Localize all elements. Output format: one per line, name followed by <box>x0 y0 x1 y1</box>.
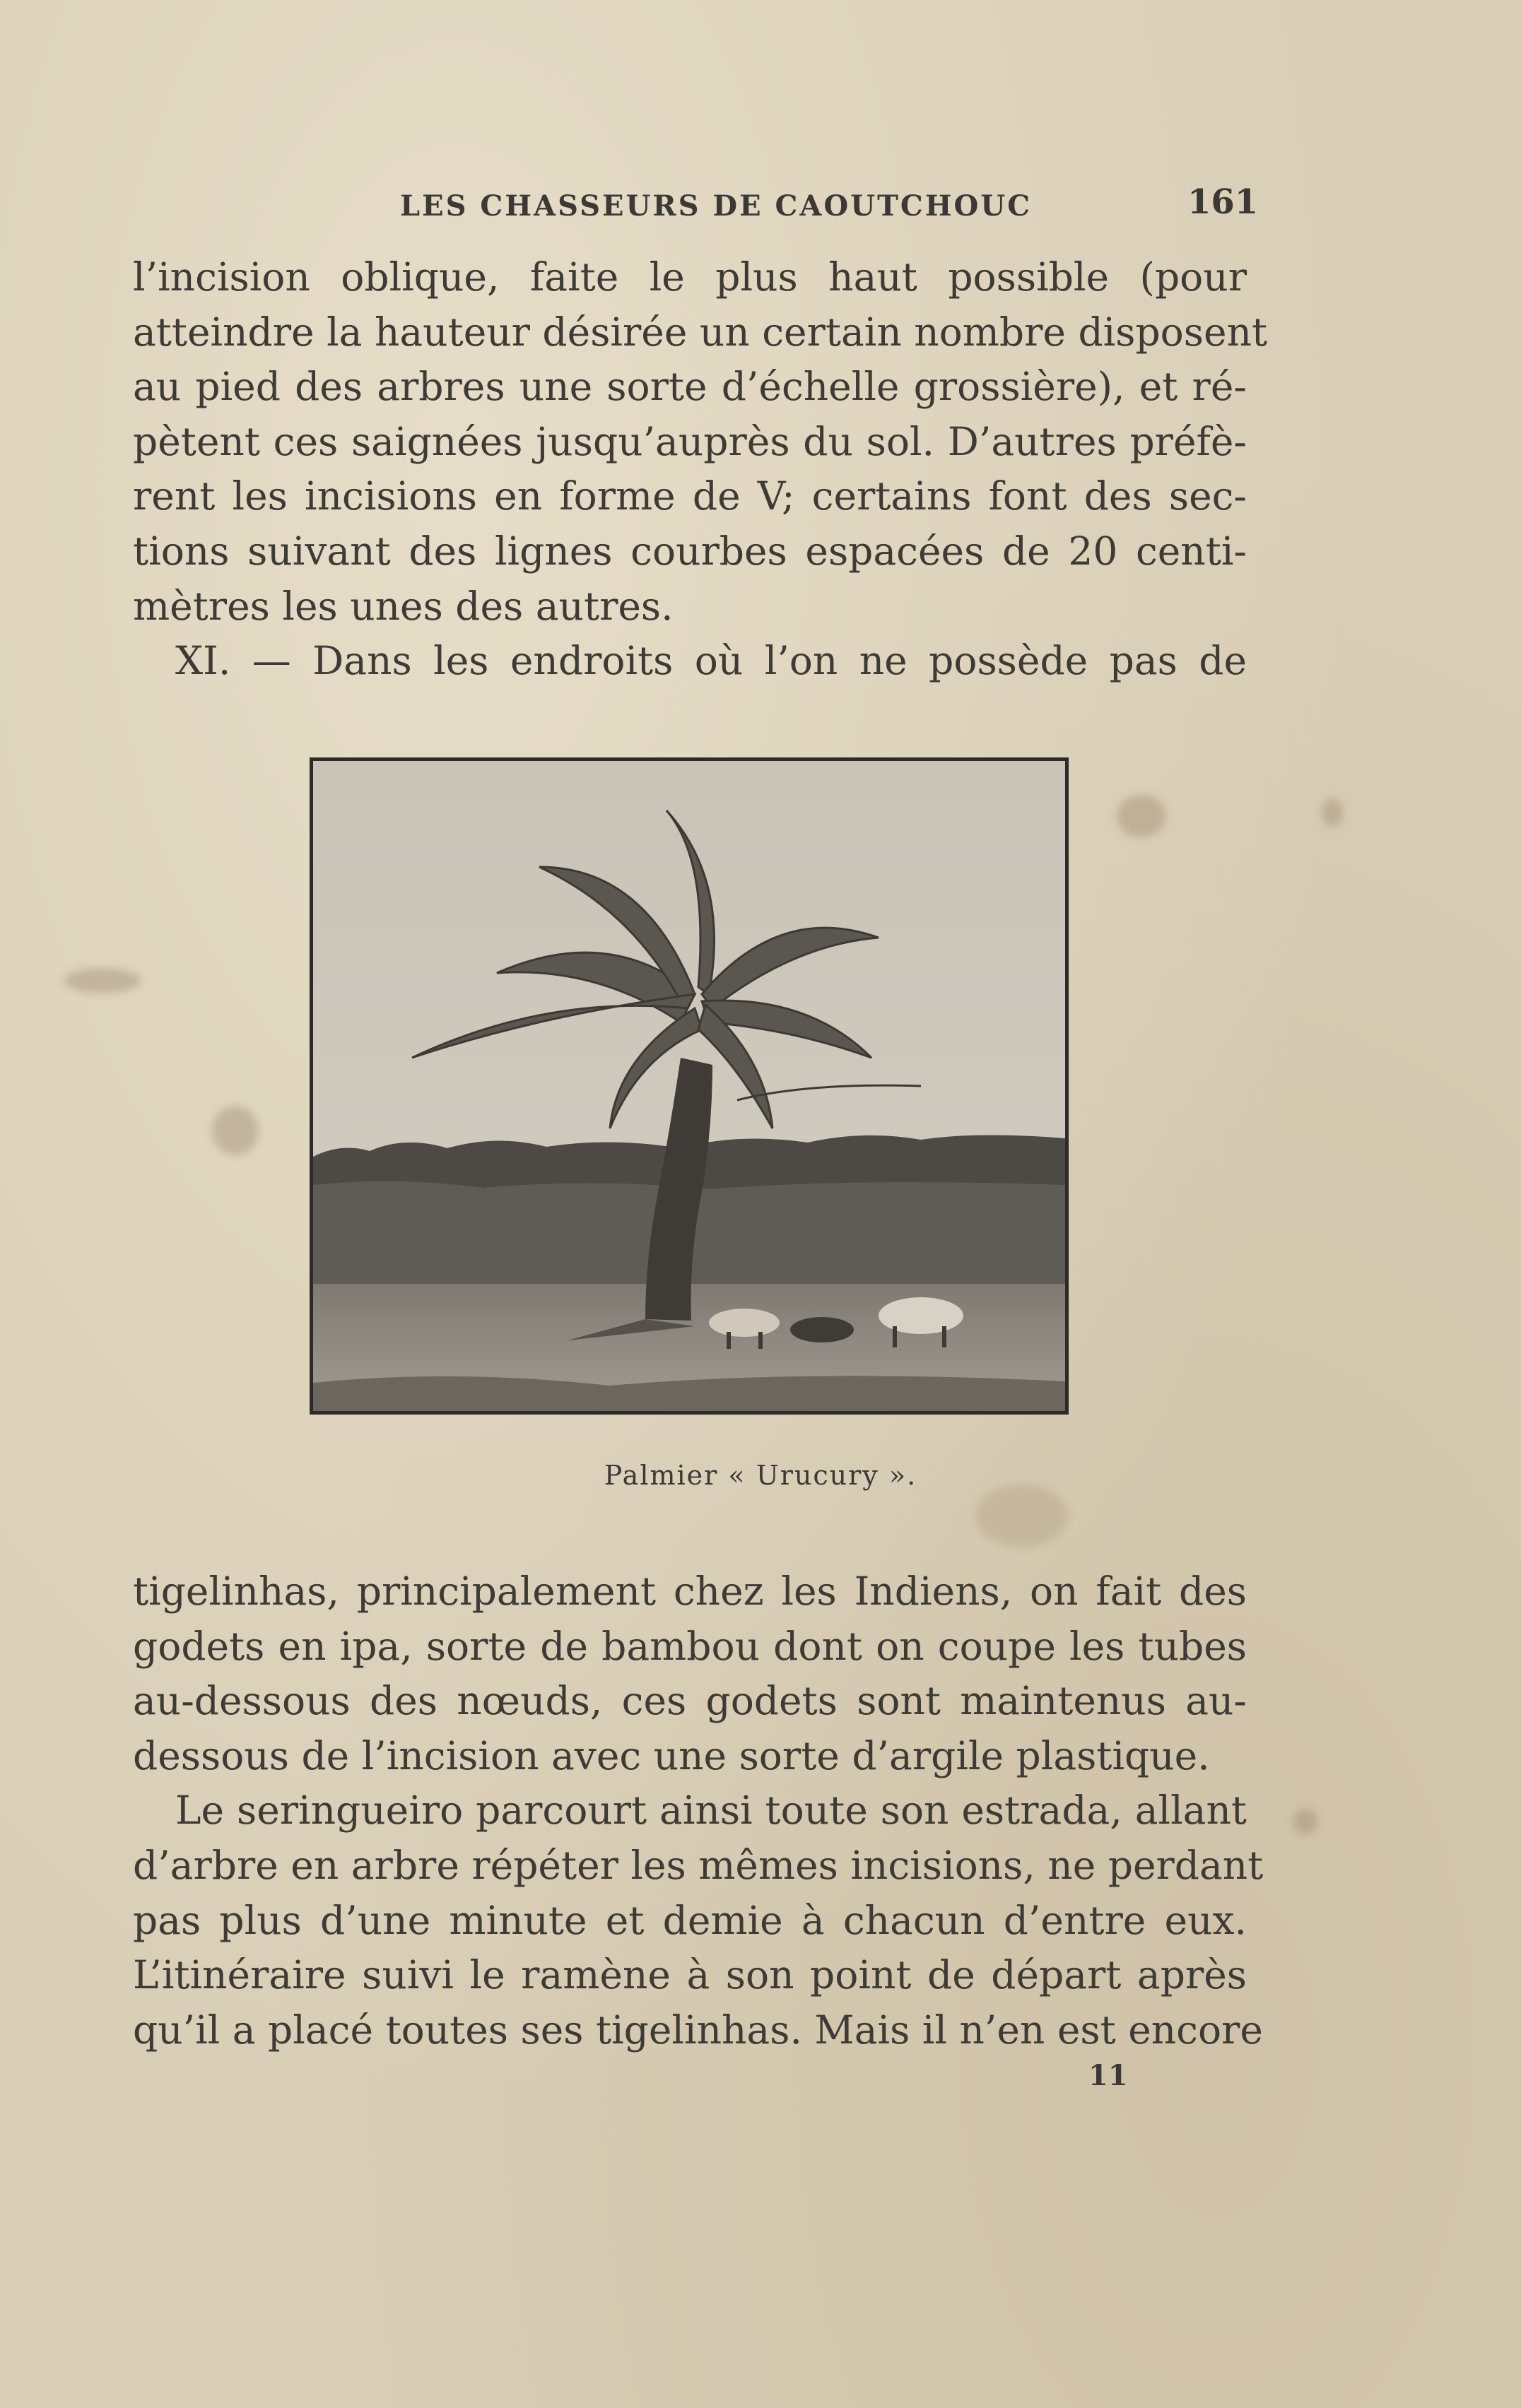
text-line: Le seringueiro parcourt ainsi toute son estrada, allant <box>175 1788 1247 1834</box>
foxing-spot <box>975 1484 1067 1547</box>
text-line: mètres les unes des autres. <box>133 583 674 629</box>
palm-photograph <box>310 757 1069 1415</box>
text-line: l’incision oblique, faite le plus haut possible (pour <box>133 254 1247 300</box>
text-line: au-dessous des nœuds, ces godets sont maintenus au- <box>133 1678 1247 1724</box>
text-line: au pied des arbres une sorte d’échelle grossière), et ré- <box>133 364 1247 410</box>
page-number: 161 <box>1187 182 1259 222</box>
text-line: godets en ipa, sorte de bambou dont on coupe les tubes <box>133 1623 1247 1669</box>
text-line: pètent ces saignées jusqu’auprès du sol. D’autres préfè- <box>133 418 1247 464</box>
foxing-spot <box>1293 1809 1317 1834</box>
text-line: atteindre la hauteur désirée un certain nombre disposent <box>133 309 1268 355</box>
palm-tree-illustration <box>313 761 1065 1411</box>
text-line: XI. — Dans les endroits où l’on ne possède pas de <box>175 638 1247 684</box>
text-line: pas plus d’une minute et demie à chacun d’entre eux. <box>133 1897 1247 1943</box>
bottom-paragraph <box>133 1564 1264 2058</box>
signature-mark: 11 <box>1088 2059 1128 2092</box>
running-title: LES CHASSEURS DE CAOUTCHOUC <box>400 189 1033 223</box>
figure-caption: Palmier « Urucury ». <box>604 1460 917 1491</box>
top-paragraph <box>133 250 1268 689</box>
foxing-spot <box>1322 798 1343 827</box>
text-line: rent les incisions en forme de V; certains font des sec- <box>133 473 1247 519</box>
foxing-spot <box>212 1106 259 1155</box>
text-line: d’arbre en arbre répéter les mêmes incisions, ne perdant <box>133 1842 1264 1888</box>
foxing-spot <box>64 968 141 993</box>
text-line: L’itinéraire suivi le ramène à son point de départ après <box>133 1952 1247 1998</box>
text-line: qu’il a placé toutes ses tigelinhas. Mais il n’en est encore <box>133 2007 1263 2053</box>
text-line: tigelinhas, principalement chez les Indiens, on fait des <box>133 1569 1247 1614</box>
text-line: dessous de l’incision avec une sorte d’argile plastique. <box>133 1733 1210 1778</box>
text-line: tions suivant des lignes courbes espacées de 20 centi- <box>133 528 1247 574</box>
foxing-spot <box>1117 795 1166 837</box>
